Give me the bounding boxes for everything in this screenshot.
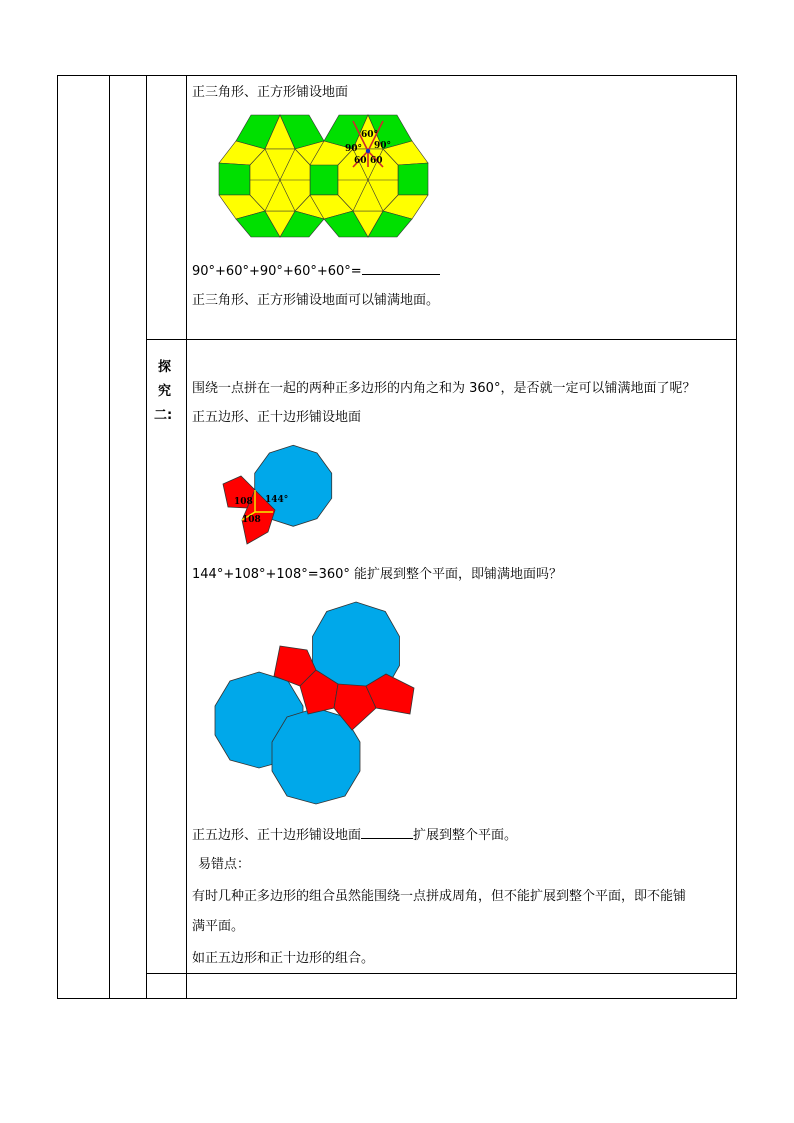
table-right-border [736,75,737,999]
angle-108-left: 108 [234,497,253,507]
pentagon-decagon-vertex-figure [218,440,340,550]
tiling-left-cluster [219,115,340,237]
section2-label-char-1: 探 [158,360,172,375]
section1-equation-line [192,262,440,281]
error-point-title: 易错点： [198,857,251,872]
pentagon-decagon-expansion-figure [210,600,420,806]
table-left-border [57,75,58,999]
table-row-divider-1 [146,339,737,340]
section1-conclusion: 正三角形、正方形铺设地面可以铺满地面。 [192,293,440,308]
section2-label-char-3: 二: [154,408,173,423]
error-point-example: 如正五边形和正十边形的组合。 [192,951,375,966]
equation-answer-blank[interactable] [362,262,440,275]
angle-108-bottom: 108 [242,515,261,525]
section2-equation: 144°+108°+108°=360° 能扩展到整个平面，即铺满地面吗？ [192,567,563,582]
table-row-divider-2 [146,973,737,974]
angle-60-bottom-left: 60 [354,156,367,166]
section2-label-char-2: 究 [158,384,172,399]
angle-90-right: 90° [374,141,392,151]
table-bottom-border [57,998,737,999]
section2-heading: 正五边形、正十边形铺设地面 [192,410,362,425]
table-col-divider-3 [186,75,187,999]
table-top-border [57,75,737,76]
angle-90-left: 90° [345,144,363,154]
triangle-square-tiling-figure [214,115,434,245]
vertex-point [366,149,370,153]
angle-144: 144° [265,495,289,505]
error-point-line-1: 有时几种正多边形的组合虽然能围绕一点拼成周角，但不能扩展到整个平面，即不能铺 [192,889,687,904]
angle-60-bottom-right: 60 [370,156,383,166]
section2-fill-line [192,826,517,845]
table-col-divider-1 [109,75,110,999]
section2-question: 围绕一点拼在一起的两种正多边形的内角之和为 360°，是否就一定可以铺满地面了呢？ [192,381,696,396]
section1-equation: 90°+60°+90°+60°+60°= [192,264,362,279]
fill-prefix: 正五边形、正十边形铺设地面 [192,828,362,843]
fill-suffix: 扩展到整个平面。 [413,828,518,843]
fill-answer-blank[interactable] [361,826,413,839]
angle-60-top: 60° [361,130,379,140]
section1-heading: 正三角形、正方形铺设地面 [192,85,349,100]
section2-label [152,356,184,428]
table-col-divider-2 [146,75,147,999]
error-point-line-2: 满平面。 [192,919,245,934]
